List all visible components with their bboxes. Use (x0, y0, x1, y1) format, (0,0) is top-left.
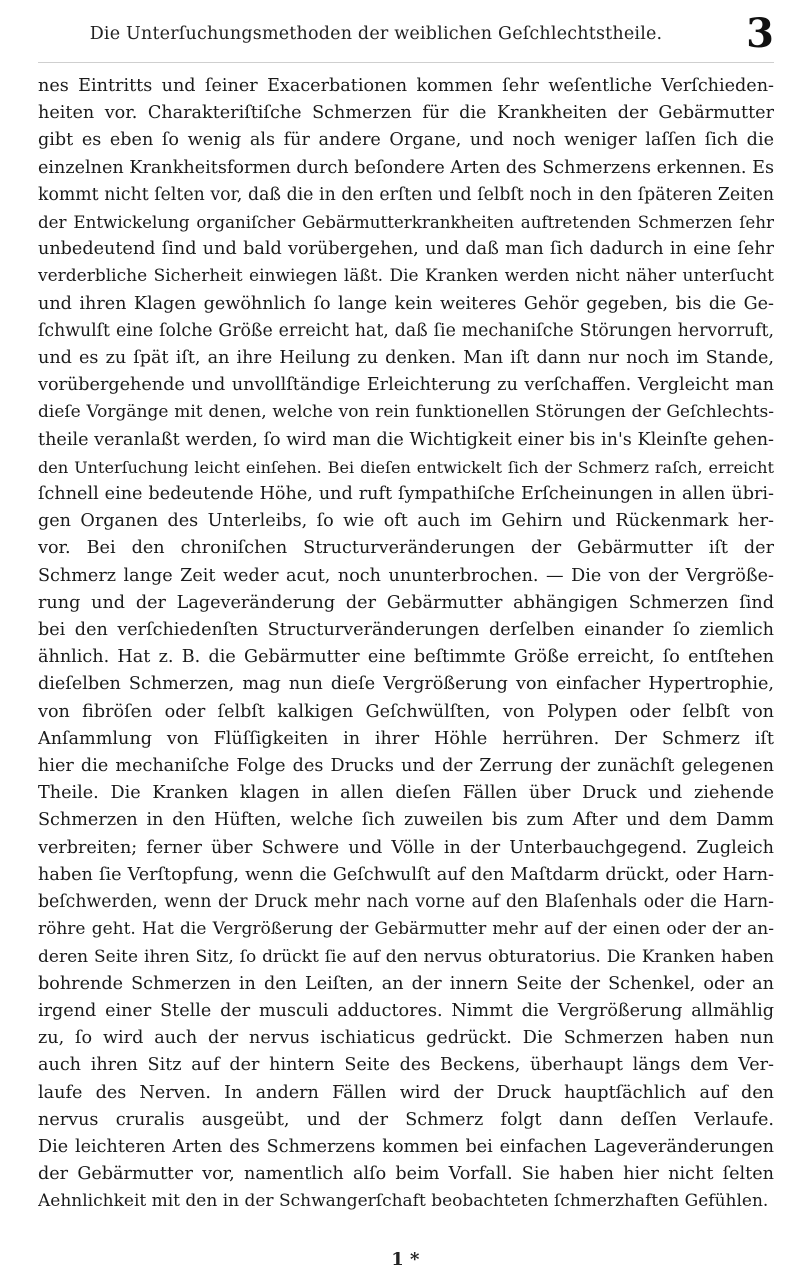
text-line: dieſe Vorgänge mit denen, welche von rein funktionellen Störungen der Geſchlechts- (38, 402, 774, 423)
text-line: rung und der Lageveränderung der Gebärmutter abhängigen Schmerzen ſind (38, 592, 774, 613)
text-line: und es zu ſpät iſt, an ihre Heilung zu denken. Man iſt dann nur noch im Stande, (38, 348, 774, 369)
text-line: ſchwulſt eine ſolche Größe erreicht hat, daß ſie mechaniſche Störungen hervorruft, (38, 320, 774, 341)
text-line: verbreiten; ferner über Schwere und Völle in der Unterbauchgegend. Zugleich (38, 837, 774, 858)
text-line: unbedeutend ſind und bald vorübergehen, und daß man ſich dadurch in eine ſehr (38, 239, 774, 260)
text-line: der Entwickelung organiſcher Gebärmutterkrankheiten auftretenden Schmerzen ſehr (38, 212, 774, 233)
text-line: haben ſie Verſtopfung, wenn die Geſchwulſt auf den Maſtdarm drückt, oder Harn- (38, 864, 774, 885)
text-line: beſchwerden, wenn der Druck mehr nach vorne auf den Blaſenhals oder die Harn- (38, 892, 774, 913)
text-line: Theile. Die Kranken klagen in allen dieſen Fällen über Druck und ziehende (38, 783, 774, 804)
text-line: nes Eintritts und ſeiner Exacerbationen kommen ſehr weſentliche Verſchieden- (38, 76, 774, 96)
text-line: vorübergehende und unvollſtändige Erleichterung zu verſchaffen. Vergleicht man (38, 375, 774, 396)
text-line: und ihren Klagen gewöhnlich ſo lange kein weiteres Gehör gegeben, bis die Ge- (38, 293, 774, 314)
text-line: bei den verſchiedenſten Structurveränderungen derſelben einander ſo ziemlich (38, 620, 774, 641)
running-title: Die Unterſuchungsmethoden der weiblichen Geſchlechtstheile. (89, 24, 663, 44)
text-line: Schmerz lange Zeit weder acut, noch ununterbrochen. — Die von der Vergröße- (38, 565, 774, 586)
text-line: nervus cruralis ausgeübt, und der Schmerz folgt dann deſſen Verlaufe. (38, 1109, 774, 1130)
text-line: theile veranlaßt werden, ſo wird man die Wichtigkeit einer bis in's Kleinſte gehen- (38, 429, 774, 450)
text-line: Anſammlung von Flüſſigkeiten in ihrer Höhle herrühren. Der Schmerz iſt (38, 728, 774, 749)
text-line: verderbliche Sicherheit einwiegen läßt. Die Kranken werden nicht näher unterſucht (38, 266, 774, 287)
text-line: irgend einer Stelle der musculi adductores. Nimmt die Vergrößerung allmählig (38, 1000, 774, 1021)
text-line: gibt es eben ſo wenig als für andere Organe, und noch weniger laſſen ſich die (38, 130, 774, 151)
text-line: hier die mechaniſche Folge des Drucks und der Zerrung der zunächſt gelegenen (38, 756, 774, 777)
text-line: den Unterſuchung leicht einſehen. Bei dieſen entwickelt ſich der Schmerz raſch, erreicht (38, 457, 774, 477)
text-line: Schmerzen in den Hüften, welche ſich zuweilen bis zum After und dem Damm (38, 810, 774, 831)
page-header (38, 10, 774, 63)
text-line: ſchnell eine bedeutende Höhe, und ruft ſympathiſche Erſcheinungen in allen übri- (38, 484, 774, 505)
page-number: 3 (746, 10, 774, 57)
text-line: Aehnlichkeit mit den in der Schwangerſchaft beobachteten ſchmerzhaften Gefühlen. (38, 1191, 769, 1212)
text-line: röhre geht. Hat die Vergrößerung der Gebärmutter mehr auf der einen oder der an- (38, 919, 774, 940)
text-line: kommt nicht ſelten vor, daß die in den erſten und ſelbſt noch in den ſpäteren Zeiten (38, 184, 774, 205)
text-line: der Gebärmutter vor, namentlich alſo beim Vorfall. Sie haben hier nicht ſelten (38, 1164, 774, 1185)
text-line: Die leichteren Arten des Schmerzens kommen bei einfachen Lageveränderungen (38, 1136, 774, 1157)
text-line: zu, ſo wird auch der nervus ischiaticus gedrückt. Die Schmerzen haben nun (38, 1028, 774, 1049)
text-line: heiten vor. Charakteriſtiſche Schmerzen für die Krankheiten der Gebärmutter (38, 103, 774, 124)
text-line: laufe des Nerven. In andern Fällen wird der Druck hauptſächlich auf den (38, 1082, 774, 1103)
text-line: vor. Bei den chroniſchen Structurveränderungen der Gebärmutter iſt der (38, 538, 774, 559)
body-text (38, 73, 774, 1216)
text-line: auch ihren Sitz auf der hintern Seite des Beckens, überhaupt längs dem Ver- (38, 1055, 774, 1076)
book-page (38, 10, 774, 1274)
text-line: deren Seite ihren Sitz, ſo drückt ſie auf den nervus obturatorius. Die Kranken haben (38, 946, 774, 967)
text-line: von fibröſen oder ſelbſt kalkigen Geſchwülſten, von Polypen oder ſelbſt von (38, 701, 774, 722)
text-line: ähnlich. Hat z. B. die Gebärmutter eine beſtimmte Größe erreicht, ſo entſtehen (38, 647, 774, 668)
text-line: einzelnen Krankheitsformen durch beſondere Arten des Schmerzens erkennen. Es (38, 157, 774, 178)
text-line: dieſelben Schmerzen, mag nun dieſe Vergrößerung von einfacher Hypertrophie, (38, 674, 774, 695)
text-line: bohrende Schmerzen in den Leiſten, an der innern Seite der Schenkel, oder an (38, 973, 774, 994)
text-line: gen Organen des Unterleibs, ſo wie oft auch im Gehirn und Rückenmark her- (38, 511, 774, 532)
signature-mark: 1 * (391, 1249, 420, 1270)
